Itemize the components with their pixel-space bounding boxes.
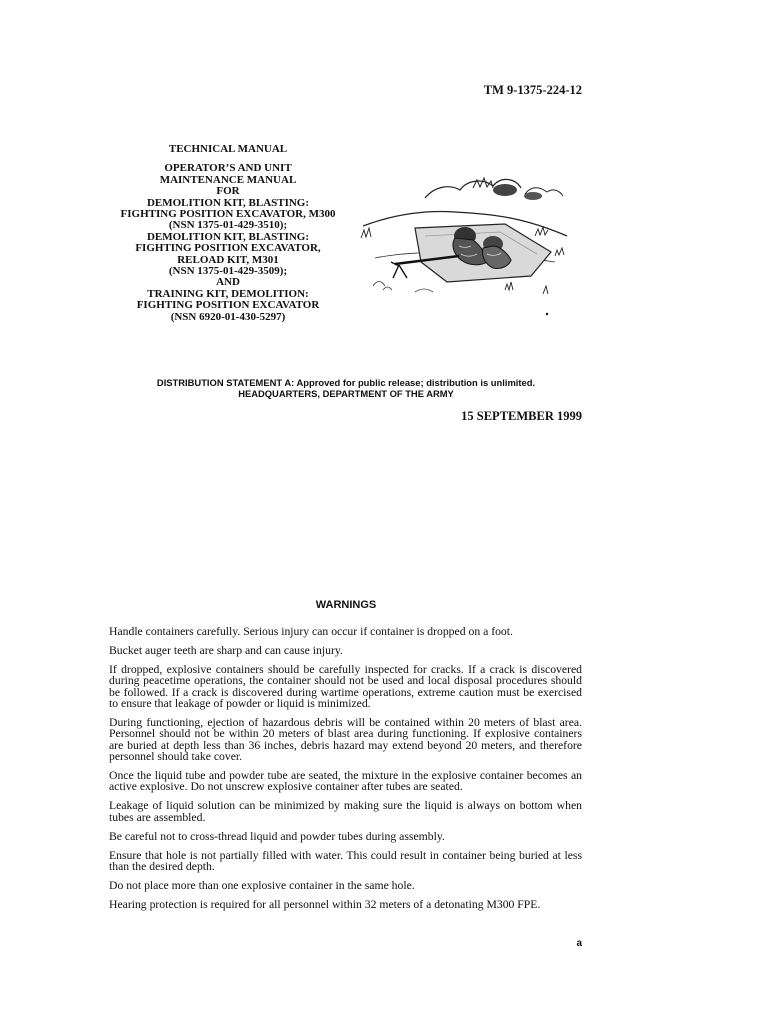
title-line: (NSN 6920-01-430-5297): [170, 310, 286, 323]
title-line: TRAINING KIT, DEMOLITION:: [147, 287, 309, 300]
title-line: AND: [216, 276, 240, 289]
warning-item: If dropped, explosive containers should be carefully inspected for cracks. If a crack is discovered during peacetime operations, the container should not be used and local disposal procedures should be followed. If a crack is discovered during wartime operations, extreme caution must be exercised to ensure that leakage of powder or liquid is minimized.: [109, 662, 582, 711]
warnings-heading: WARNINGS: [315, 599, 377, 611]
tm-number: TM 9-1375-224-12: [483, 83, 582, 97]
distribution-statement-text: DISTRIBUTION STATEMENT A: Approved for public release; distribution is unlimited.: [156, 377, 536, 388]
warnings-list: [109, 626, 582, 918]
warning-item: Once the liquid tube and powder tube are seated, the mixture in the explosive container becomes an active explosive. Do not unscrew explosive container after tubes are seated.: [109, 769, 582, 794]
warning-item: Ensure that hole is not partially filled with water. This could result in container being buried at less than the desired depth.: [109, 848, 582, 873]
title-line: DEMOLITION KIT, BLASTING:: [146, 196, 310, 209]
headquarters-line: HEADQUARTERS, DEPARTMENT OF THE ARMY: [238, 388, 454, 399]
warning-item: Bucket auger teeth are sharp and can cause injury.: [109, 643, 343, 657]
title-line: TECHNICAL MANUAL: [168, 143, 288, 155]
title-line: DEMOLITION KIT, BLASTING:: [146, 230, 310, 243]
title-line: FIGHTING POSITION EXCAVATOR, M300: [120, 208, 336, 221]
warning-item: Handle containers carefully. Serious injury can occur if container is dropped on a foot.: [109, 625, 513, 638]
distribution-statement: [100, 377, 592, 399]
title-line: FIGHTING POSITION EXCAVATOR: [136, 299, 320, 312]
page-letter: a: [576, 938, 582, 949]
title-block: [110, 144, 346, 323]
title-line: FIGHTING POSITION EXCAVATOR,: [135, 242, 321, 255]
publication-date: 15 SEPTEMBER 1999: [461, 409, 582, 423]
warning-item: During functioning, ejection of hazardous debris will be contained within 20 meters of blast area. Personnel should not be within 20 meters of blast area during functioning. If explosive containers are buried at depth less than 36 inches, debris hazard may extend beyond 20 meters, and therefore personnel should take cover.: [109, 715, 582, 764]
title-line: (NSN 1375-01-429-3509);: [168, 265, 288, 278]
warning-item: Hearing protection is required for all personnel within 32 meters of a detonating M300 FPE.: [109, 897, 541, 911]
title-line: (NSN 1375-01-429-3510);: [168, 219, 288, 232]
warning-item: Be careful not to cross-thread liquid and powder tubes during assembly.: [109, 829, 445, 843]
title-line: RELOAD KIT, M301: [177, 253, 279, 266]
title-line: FOR: [216, 185, 240, 198]
title-line: MAINTENANCE MANUAL: [159, 173, 297, 186]
warning-item: Do not place more than one explosive container in the same hole.: [109, 878, 415, 892]
title-line: OPERATOR’S AND UNIT: [164, 162, 292, 175]
soldiers-in-fighting-position-illustration: [355, 166, 581, 326]
warning-item: Leakage of liquid solution can be minimized by making sure the liquid is always on bottom when tubes are assembled.: [109, 799, 582, 824]
